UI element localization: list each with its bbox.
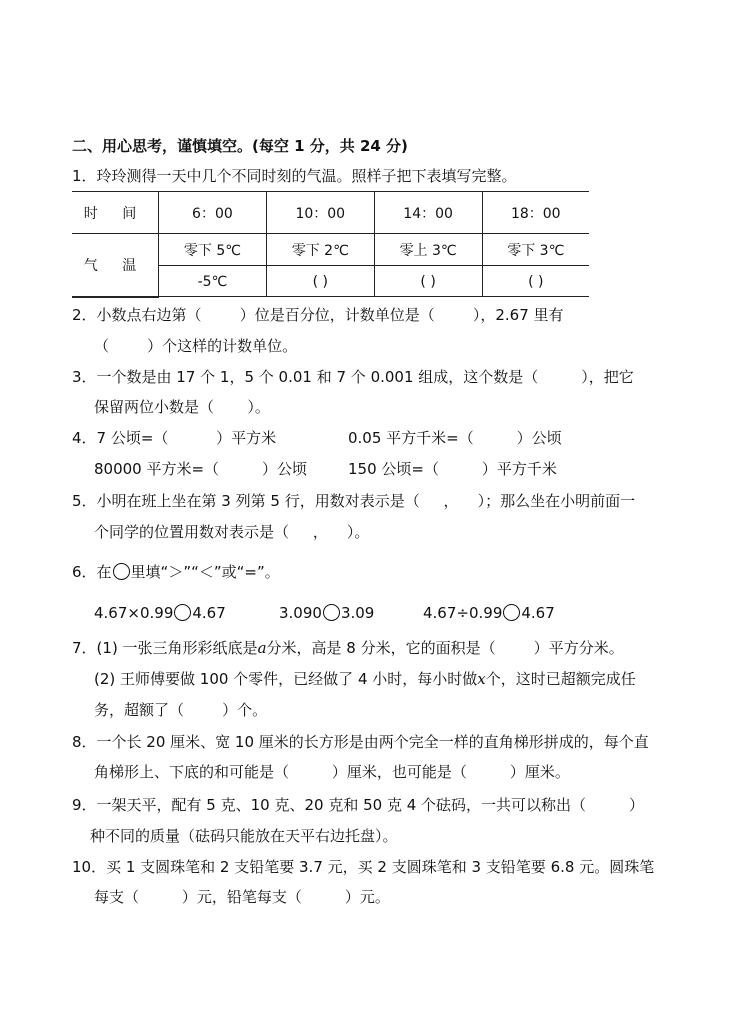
variable-x: x [477, 670, 486, 688]
expr-right: 3.09 [340, 604, 375, 622]
q9-line1: 9．一架天平，配有 5 克、10 克、20 克和 50 克 4 个砝码，一共可以称出（ ） [72, 796, 644, 814]
temperature-word-cell: 零上 3℃ [374, 234, 482, 266]
q4-part-a: 4．7 公顷=（ ）平方米 [72, 429, 277, 447]
q8-line2: 角梯形上、下底的和可能是（ ）厘米，也可能是（ ）厘米。 [94, 763, 570, 781]
q2-line2: （ ）个这样的计数单位。 [94, 337, 298, 355]
expr-left: 4.67÷0.99 [423, 604, 503, 622]
q7-text: 分米，高是 8 分米，它的面积是（ ）平方分米。 [266, 639, 624, 657]
time-cell: 18：00 [482, 192, 589, 234]
q7-text: 个，这时已超额完成任 [485, 670, 636, 688]
q7-line2 [94, 669, 636, 689]
answer-circle-icon[interactable] [503, 604, 520, 621]
q7-line3: 务，超额了（ ）个。 [94, 701, 268, 719]
temperature-header: 气 温 [72, 234, 159, 298]
q7-text: (2) 王师傅要做 100 个零件，已经做了 4 小时，每小时做 [94, 670, 478, 688]
q8-line1: 8．一个长 20 厘米、宽 10 厘米的长方形是由两个完全一样的直角梯形拼成的，每个直 [72, 733, 649, 751]
temperature-answer-blank[interactable]: ( ) [374, 266, 482, 298]
answer-circle-icon[interactable] [323, 604, 340, 621]
q10-line1: 10．买 1 支圆珠笔和 2 支铅笔要 3.7 元，买 2 支圆珠笔和 3 支铅笔要 6.8 元。圆珠笔 [72, 858, 655, 876]
temperature-word-cell: 零下 5℃ [159, 234, 267, 266]
q9-line2: 种不同的质量（砝码只能放在天平右边托盘）。 [90, 827, 398, 845]
q3-line1: 3．一个数是由 17 个 1，5 个 0.01 和 7 个 0.001 组成，这个数是（ ），把它 [72, 368, 634, 386]
q6-instruction [72, 562, 280, 582]
q1-prompt: 1．玲玲测得一天中几个不同时刻的气温。照样子把下表填写完整。 [72, 167, 517, 185]
table-row [72, 234, 589, 266]
time-cell: 6：00 [159, 192, 267, 234]
temperature-table [72, 192, 589, 298]
expr-left: 3.090 [279, 604, 322, 622]
temperature-answer-blank[interactable]: ( ) [482, 266, 589, 298]
q7-line1 [72, 638, 624, 658]
q10-line2: 每支（ ）元，铅笔每支（ ）元。 [94, 888, 390, 906]
variable-a: a [257, 639, 267, 657]
q5-line2: 个同学的位置用数对表示是（ ， ）。 [94, 523, 370, 541]
section-title: 二、用心思考，谨慎填空。(每空 1 分，共 24 分) [72, 137, 408, 155]
temperature-word-cell: 零下 3℃ [482, 234, 589, 266]
q4-part-b: 0.05 平方千米=（ ）公顷 [348, 429, 562, 447]
answer-circle-icon[interactable] [174, 604, 191, 621]
temperature-answer-blank[interactable]: ( ) [266, 266, 374, 298]
expr-left: 4.67×0.99 [94, 604, 174, 622]
time-header: 时 间 [72, 192, 159, 234]
q6-expression-2 [279, 603, 374, 623]
compare-circle-icon [113, 563, 130, 580]
q6-text-a: 6．在 [72, 563, 112, 581]
table-bottom-rule [72, 296, 589, 297]
q4-part-d: 150 公顷=（ ）平方千米 [348, 460, 557, 478]
q6-expression-1 [94, 603, 226, 623]
time-cell: 10：00 [266, 192, 374, 234]
time-cell: 14：00 [374, 192, 482, 234]
q3-line2: 保留两位小数是（ ）。 [94, 398, 270, 416]
q2-line1: 2．小数点右边第（ ）位是百分位，计数单位是（ ），2.67 里有 [72, 306, 564, 324]
q5-line1: 5．小明在班上坐在第 3 列第 5 行，用数对表示是（ ， ）；那么坐在小明前面一 [72, 492, 636, 510]
q6-text-b: 里填“＞”“＜”或“=”。 [130, 563, 280, 581]
table-row [72, 192, 589, 234]
q4-part-c: 80000 平方米=（ ）公顷 [94, 460, 307, 478]
temperature-word-cell: 零下 2℃ [266, 234, 374, 266]
temperature-number-cell: -5℃ [197, 273, 228, 290]
expr-right: 4.67 [521, 604, 555, 622]
q7-text: 7．(1) 一张三角形彩纸底是 [72, 639, 258, 657]
q6-expression-3 [423, 603, 555, 623]
expr-right: 4.67 [192, 604, 226, 622]
